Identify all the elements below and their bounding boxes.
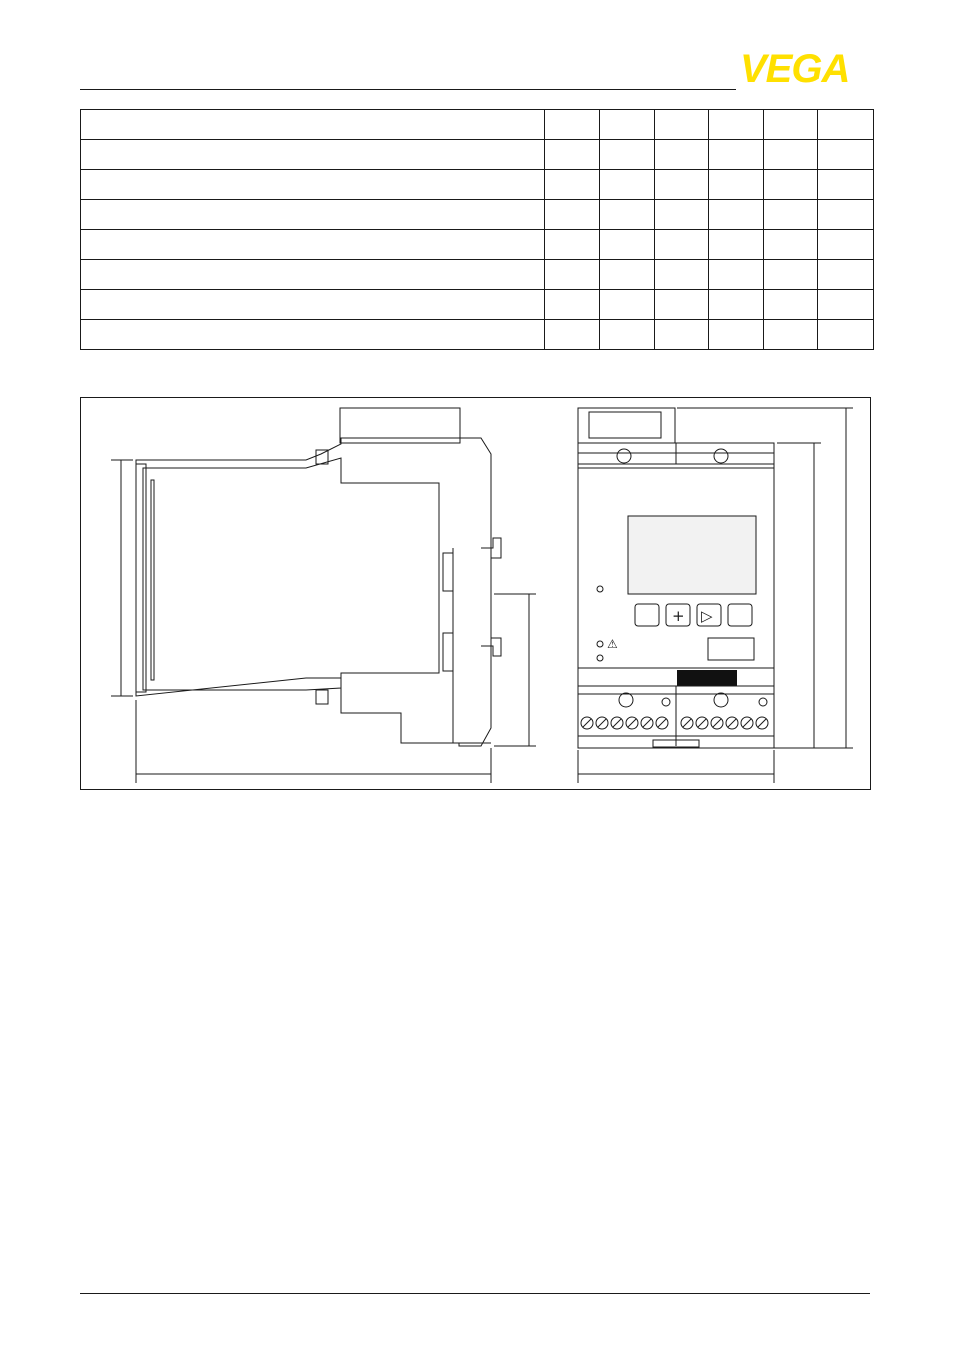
terminal-screw-slot bbox=[728, 719, 736, 727]
terminal-screw-slot bbox=[683, 719, 691, 727]
side-view bbox=[111, 408, 536, 783]
lcd-display bbox=[628, 516, 756, 594]
spec-table-cell bbox=[818, 200, 874, 230]
spec-table-cell bbox=[818, 170, 874, 200]
spec-table-cell bbox=[600, 200, 655, 230]
relay-led bbox=[597, 655, 603, 661]
spec-table-cell bbox=[545, 170, 600, 200]
spec-table-cell bbox=[655, 290, 709, 320]
terminal-screw-slot bbox=[583, 719, 591, 727]
spec-table-cell bbox=[764, 200, 818, 230]
spec-table-cell bbox=[545, 140, 600, 170]
spec-table-row bbox=[81, 110, 874, 140]
spec-table-cell bbox=[655, 260, 709, 290]
spec-table-cell bbox=[764, 140, 818, 170]
spec-table-cell bbox=[600, 230, 655, 260]
front-top-label bbox=[589, 412, 661, 438]
front-name-plate bbox=[708, 638, 754, 660]
spec-table-cell bbox=[709, 140, 764, 170]
vega-logo-graphic bbox=[740, 50, 872, 84]
terminal-screw-slot bbox=[758, 719, 766, 727]
front-terminal-row bbox=[581, 717, 768, 729]
spec-table-cell bbox=[764, 320, 818, 350]
terminal-screw-slot bbox=[658, 719, 666, 727]
spec-table-cell bbox=[818, 320, 874, 350]
blank-key-right-button[interactable] bbox=[728, 604, 752, 626]
spec-table-row bbox=[81, 320, 874, 350]
spec-table-cell bbox=[764, 260, 818, 290]
spec-table-cell bbox=[764, 290, 818, 320]
spec-table-cell bbox=[818, 110, 874, 140]
side-housing-outline bbox=[136, 438, 491, 746]
spec-table-cell bbox=[545, 200, 600, 230]
spec-table-cell bbox=[818, 290, 874, 320]
spec-table-row bbox=[81, 230, 874, 260]
side-bottom-screw bbox=[316, 690, 328, 704]
spec-table-cell bbox=[545, 290, 600, 320]
front-top-screw-right bbox=[714, 449, 728, 463]
spec-table-cell bbox=[709, 200, 764, 230]
spec-table-row bbox=[81, 200, 874, 230]
terminal-screw-slot bbox=[698, 719, 706, 727]
vega-logo bbox=[740, 50, 872, 84]
spec-table-cell bbox=[81, 320, 545, 350]
spec-table-cell bbox=[600, 140, 655, 170]
terminal-screw-slot bbox=[628, 719, 636, 727]
spec-table-cell bbox=[709, 110, 764, 140]
side-housing-inner bbox=[143, 458, 439, 690]
spec-table-cell bbox=[655, 320, 709, 350]
header-rule bbox=[80, 89, 736, 90]
terminal-screw-slot bbox=[613, 719, 621, 727]
dimension-drawing-frame bbox=[80, 397, 871, 790]
spec-table-cell bbox=[764, 170, 818, 200]
footer-rule bbox=[80, 1293, 870, 1294]
spec-table-cell bbox=[818, 140, 874, 170]
spec-table-cell bbox=[600, 110, 655, 140]
dimension-drawing bbox=[81, 398, 872, 791]
spec-table-cell bbox=[709, 320, 764, 350]
spec-table-cell bbox=[600, 320, 655, 350]
spec-table-cell bbox=[709, 170, 764, 200]
side-front-bezel bbox=[136, 464, 146, 692]
terminal-screw-slot bbox=[598, 719, 606, 727]
spec-table-cell bbox=[818, 230, 874, 260]
spec-table-cell bbox=[81, 140, 545, 170]
arrow-key-label: ▷ bbox=[701, 607, 713, 625]
spec-table-cell bbox=[545, 230, 600, 260]
spec-table-cell bbox=[81, 200, 545, 230]
spec-table-cell bbox=[655, 110, 709, 140]
spec-table-row bbox=[81, 140, 874, 170]
terminal-screw-slot bbox=[743, 719, 751, 727]
front-bottom-screw-left bbox=[619, 693, 633, 707]
spec-table-cell bbox=[709, 230, 764, 260]
spec-table-cell bbox=[709, 260, 764, 290]
spec-table-cell bbox=[655, 170, 709, 200]
spec-table-body bbox=[81, 110, 874, 350]
spec-table-row bbox=[81, 260, 874, 290]
front-view bbox=[578, 408, 853, 783]
spec-table-row bbox=[81, 170, 874, 200]
spec-table-cell bbox=[600, 260, 655, 290]
front-top-screw-left bbox=[617, 449, 631, 463]
spec-table-cell bbox=[600, 290, 655, 320]
spec-table bbox=[80, 109, 874, 350]
spec-table-cell bbox=[81, 230, 545, 260]
spec-table-cell bbox=[600, 170, 655, 200]
spec-table-cell bbox=[81, 260, 545, 290]
spec-table-row bbox=[81, 290, 874, 320]
plus-key-label: + bbox=[672, 607, 685, 625]
spec-table-cell bbox=[545, 320, 600, 350]
terminal-screw-slot bbox=[643, 719, 651, 727]
spec-table-cell bbox=[818, 260, 874, 290]
spec-table-cell bbox=[764, 230, 818, 260]
spec-table-cell bbox=[655, 140, 709, 170]
warning-icon: ⚠ bbox=[607, 637, 618, 651]
side-lower-connector bbox=[443, 633, 453, 671]
fault-led bbox=[597, 641, 603, 647]
spec-table-cell bbox=[545, 260, 600, 290]
status-led bbox=[597, 586, 603, 592]
vega-logo-text: VEGA bbox=[740, 50, 850, 84]
spec-table-cell bbox=[545, 110, 600, 140]
side-upper-connector bbox=[443, 553, 453, 591]
spec-table-cell bbox=[655, 200, 709, 230]
spec-table-cell bbox=[81, 170, 545, 200]
spec-table-cell bbox=[81, 290, 545, 320]
spec-table-cell bbox=[764, 110, 818, 140]
spec-table-cell bbox=[81, 110, 545, 140]
spec-table-cell bbox=[655, 230, 709, 260]
front-bottom-pin-right bbox=[759, 698, 767, 706]
front-black-label bbox=[677, 670, 737, 686]
front-keypad bbox=[635, 604, 752, 626]
spec-table-cell bbox=[709, 290, 764, 320]
terminal-screw-slot bbox=[713, 719, 721, 727]
side-front-lip bbox=[151, 480, 154, 680]
front-bottom-pin-left bbox=[662, 698, 670, 706]
front-bottom-screw-right bbox=[714, 693, 728, 707]
blank-key-left-button[interactable] bbox=[635, 604, 659, 626]
